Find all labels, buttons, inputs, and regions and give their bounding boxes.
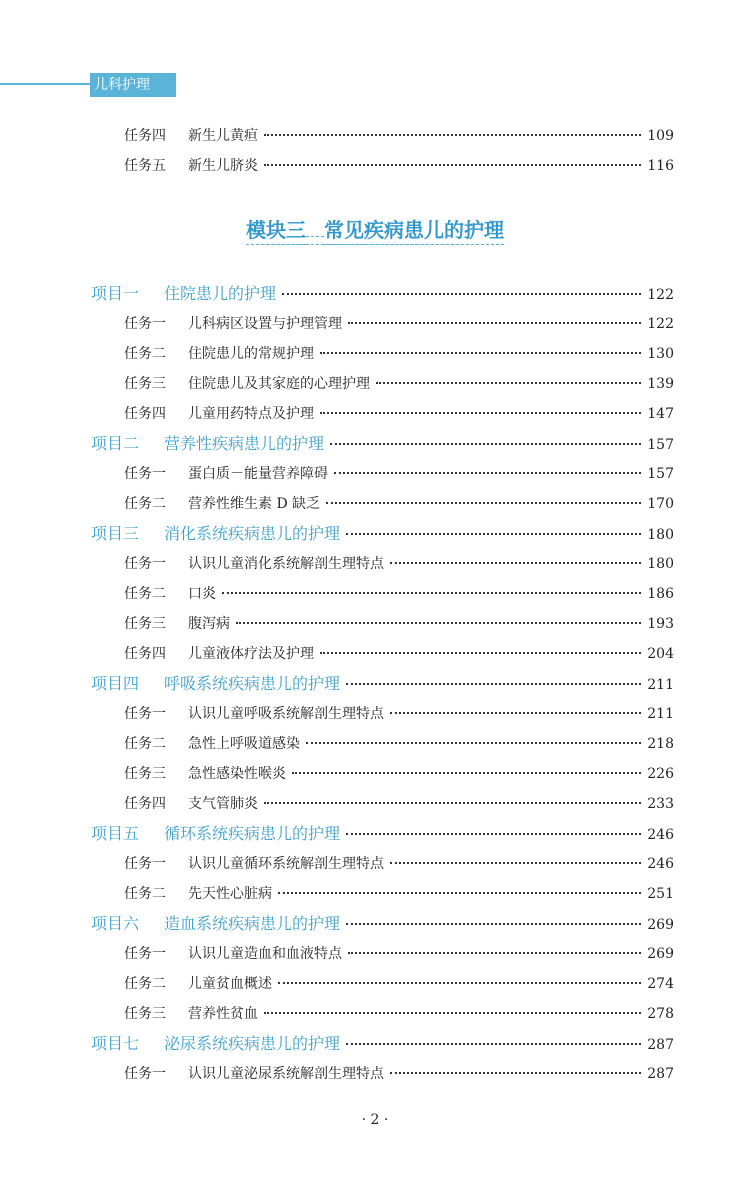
task-number: 任务三 <box>124 376 166 392</box>
toc-item-row[interactable] <box>91 912 674 936</box>
dot-leader <box>390 1072 641 1074</box>
page-number: 204 <box>647 646 674 662</box>
task-title: 营养性贫血 <box>188 1006 258 1022</box>
task-number: 任务三 <box>124 1006 166 1022</box>
toc-task-row[interactable] <box>124 762 674 786</box>
toc-task-row[interactable] <box>124 642 674 666</box>
dot-leader <box>390 862 641 864</box>
toc-item-row[interactable] <box>91 1032 674 1056</box>
task-number: 任务一 <box>124 706 166 722</box>
module-heading <box>0 214 750 243</box>
toc-task-row[interactable] <box>124 582 674 606</box>
page-number: 251 <box>647 886 674 902</box>
item-number: 项目二 <box>91 434 140 453</box>
dot-leader <box>390 712 641 714</box>
toc-task-row[interactable] <box>124 972 674 996</box>
task-number: 任务一 <box>124 1066 166 1082</box>
task-title: 营养性维生素 D 缺乏 <box>188 496 321 512</box>
toc-task-row[interactable] <box>124 792 674 816</box>
page-number: 233 <box>647 796 674 812</box>
toc-task-row[interactable] <box>124 732 674 756</box>
page-number: 269 <box>647 917 674 933</box>
task-number: 任务二 <box>124 976 166 992</box>
page-number: 109 <box>647 128 674 144</box>
page-number: 218 <box>647 736 674 752</box>
task-title: 腹泻病 <box>188 616 230 632</box>
task-number: 任务一 <box>124 316 166 332</box>
toc-item-row[interactable] <box>91 432 674 456</box>
task-title: 儿童用药特点及护理 <box>188 406 314 422</box>
page-number: 274 <box>647 976 674 992</box>
dot-leader <box>348 322 641 324</box>
dot-leader <box>236 622 641 624</box>
toc-task-row[interactable] <box>124 852 674 876</box>
toc-task-row[interactable] <box>124 552 674 576</box>
task-number: 任务四 <box>124 646 166 662</box>
task-title: 儿科病区设置与护理管理 <box>188 316 342 332</box>
task-title: 新生儿脐炎 <box>188 158 258 174</box>
dot-leader <box>282 293 641 295</box>
task-number: 任务四 <box>124 796 166 812</box>
item-title: 营养性疾病患儿的护理 <box>164 434 325 453</box>
task-title: 认识儿童泌尿系统解剖生理特点 <box>188 1066 384 1082</box>
dot-leader <box>320 652 641 654</box>
dot-leader <box>320 352 641 354</box>
task-title: 认识儿童呼吸系统解剖生理特点 <box>188 706 384 722</box>
task-title: 儿童贫血概述 <box>188 976 272 992</box>
item-title: 泌尿系统疾病患儿的护理 <box>164 1034 341 1053</box>
task-number: 任务二 <box>124 346 166 362</box>
task-title: 住院患儿的常规护理 <box>188 346 314 362</box>
task-title: 蛋白质－能量营养障碍 <box>188 466 328 482</box>
dot-leader <box>264 164 641 166</box>
dot-leader <box>346 833 641 835</box>
task-number: 任务四 <box>124 128 166 144</box>
dot-leader <box>306 742 641 744</box>
page-footer-number: · 2 · <box>361 1112 389 1128</box>
toc-task-row[interactable] <box>124 1062 674 1086</box>
page-number: 278 <box>647 1006 674 1022</box>
item-title: 消化系统疾病患儿的护理 <box>164 524 341 543</box>
task-title: 认识儿童循环系统解剖生理特点 <box>188 856 384 872</box>
page-number: 193 <box>647 616 674 632</box>
dot-leader <box>376 382 641 384</box>
item-title: 造血系统疾病患儿的护理 <box>164 914 341 933</box>
item-number: 项目四 <box>91 674 140 693</box>
page-number: 157 <box>647 466 674 482</box>
task-title: 口炎 <box>188 586 216 602</box>
toc-task-row[interactable] <box>124 402 674 426</box>
dot-leader <box>278 982 641 984</box>
dot-leader <box>390 562 641 564</box>
task-number: 任务三 <box>124 766 166 782</box>
item-title: 循环系统疾病患儿的护理 <box>164 824 341 843</box>
page-number: 180 <box>647 527 674 543</box>
dot-leader <box>348 952 641 954</box>
toc-item-row[interactable] <box>91 822 674 846</box>
task-title: 急性上呼吸道感染 <box>188 736 300 752</box>
task-title: 儿童液体疗法及护理 <box>188 646 314 662</box>
item-number: 项目七 <box>91 1034 140 1053</box>
task-title: 认识儿童造血和血液特点 <box>188 946 342 962</box>
toc-task-row[interactable] <box>124 612 674 636</box>
page-number: 226 <box>647 766 674 782</box>
running-header: 儿科护理 <box>90 73 176 97</box>
toc-task-row[interactable] <box>124 154 674 178</box>
page-number: 122 <box>647 287 674 303</box>
toc-task-row[interactable] <box>124 342 674 366</box>
dot-leader <box>346 1043 641 1045</box>
dot-leader <box>264 802 641 804</box>
page-number: 147 <box>647 406 674 422</box>
task-number: 任务一 <box>124 946 166 962</box>
task-title: 急性感染性喉炎 <box>188 766 286 782</box>
page-number: 122 <box>647 316 674 332</box>
dot-leader <box>264 134 641 136</box>
task-number: 任务一 <box>124 466 166 482</box>
dot-leader <box>326 502 641 504</box>
task-number: 任务三 <box>124 616 166 632</box>
task-number: 任务一 <box>124 556 166 572</box>
item-number: 项目一 <box>91 284 140 303</box>
page-number: 287 <box>647 1037 674 1053</box>
item-number: 项目三 <box>91 524 140 543</box>
toc-task-row[interactable] <box>124 124 674 148</box>
task-number: 任务五 <box>124 158 166 174</box>
page-number: 246 <box>647 856 674 872</box>
dot-leader <box>264 1012 641 1014</box>
toc-item-row[interactable] <box>91 522 674 546</box>
page-number: 211 <box>647 706 674 722</box>
page-number: 211 <box>647 677 674 693</box>
toc-item-row[interactable] <box>91 672 674 696</box>
item-title: 住院患儿的护理 <box>164 284 277 303</box>
dot-leader <box>330 443 641 445</box>
dot-leader <box>334 472 641 474</box>
dot-leader <box>346 683 641 685</box>
task-number: 任务二 <box>124 736 166 752</box>
toc-task-row[interactable] <box>124 882 674 906</box>
page-number: 246 <box>647 827 674 843</box>
task-title: 支气管肺炎 <box>188 796 258 812</box>
task-number: 任务二 <box>124 886 166 902</box>
header-rule <box>0 83 90 85</box>
page-number: 269 <box>647 946 674 962</box>
page-number: 180 <box>647 556 674 572</box>
task-title: 认识儿童消化系统解剖生理特点 <box>188 556 384 572</box>
toc-task-row[interactable] <box>124 462 674 486</box>
item-title: 呼吸系统疾病患儿的护理 <box>164 674 341 693</box>
dot-leader <box>320 412 641 414</box>
page-number: 139 <box>647 376 674 392</box>
page-number: 186 <box>647 586 674 602</box>
toc-task-row[interactable] <box>124 312 674 336</box>
dot-leader <box>346 923 641 925</box>
dot-leader <box>278 892 641 894</box>
task-number: 任务二 <box>124 586 166 602</box>
module-title: 常见疾病患儿的护理 <box>324 218 504 245</box>
page-number: 130 <box>647 346 674 362</box>
toc-task-row[interactable] <box>124 1002 674 1026</box>
task-title: 住院患儿及其家庭的心理护理 <box>188 376 370 392</box>
page-number: 170 <box>647 496 674 512</box>
dot-leader <box>292 772 641 774</box>
page-number: 116 <box>647 158 674 174</box>
task-number: 任务四 <box>124 406 166 422</box>
task-number: 任务二 <box>124 496 166 512</box>
page-number: 287 <box>647 1066 674 1082</box>
module-number: 模块三 <box>246 218 306 245</box>
toc-task-row[interactable] <box>124 702 674 726</box>
task-number: 任务一 <box>124 856 166 872</box>
task-title: 新生儿黄疸 <box>188 128 258 144</box>
item-number: 项目六 <box>91 914 140 933</box>
dot-leader <box>346 533 641 535</box>
task-title: 先天性心脏病 <box>188 886 272 902</box>
page-number: 157 <box>647 437 674 453</box>
item-number: 项目五 <box>91 824 140 843</box>
toc-task-row[interactable] <box>124 492 674 516</box>
dot-leader <box>222 592 641 594</box>
toc-task-row[interactable] <box>124 372 674 396</box>
toc-item-row[interactable] <box>91 282 674 306</box>
toc-task-row[interactable] <box>124 942 674 966</box>
